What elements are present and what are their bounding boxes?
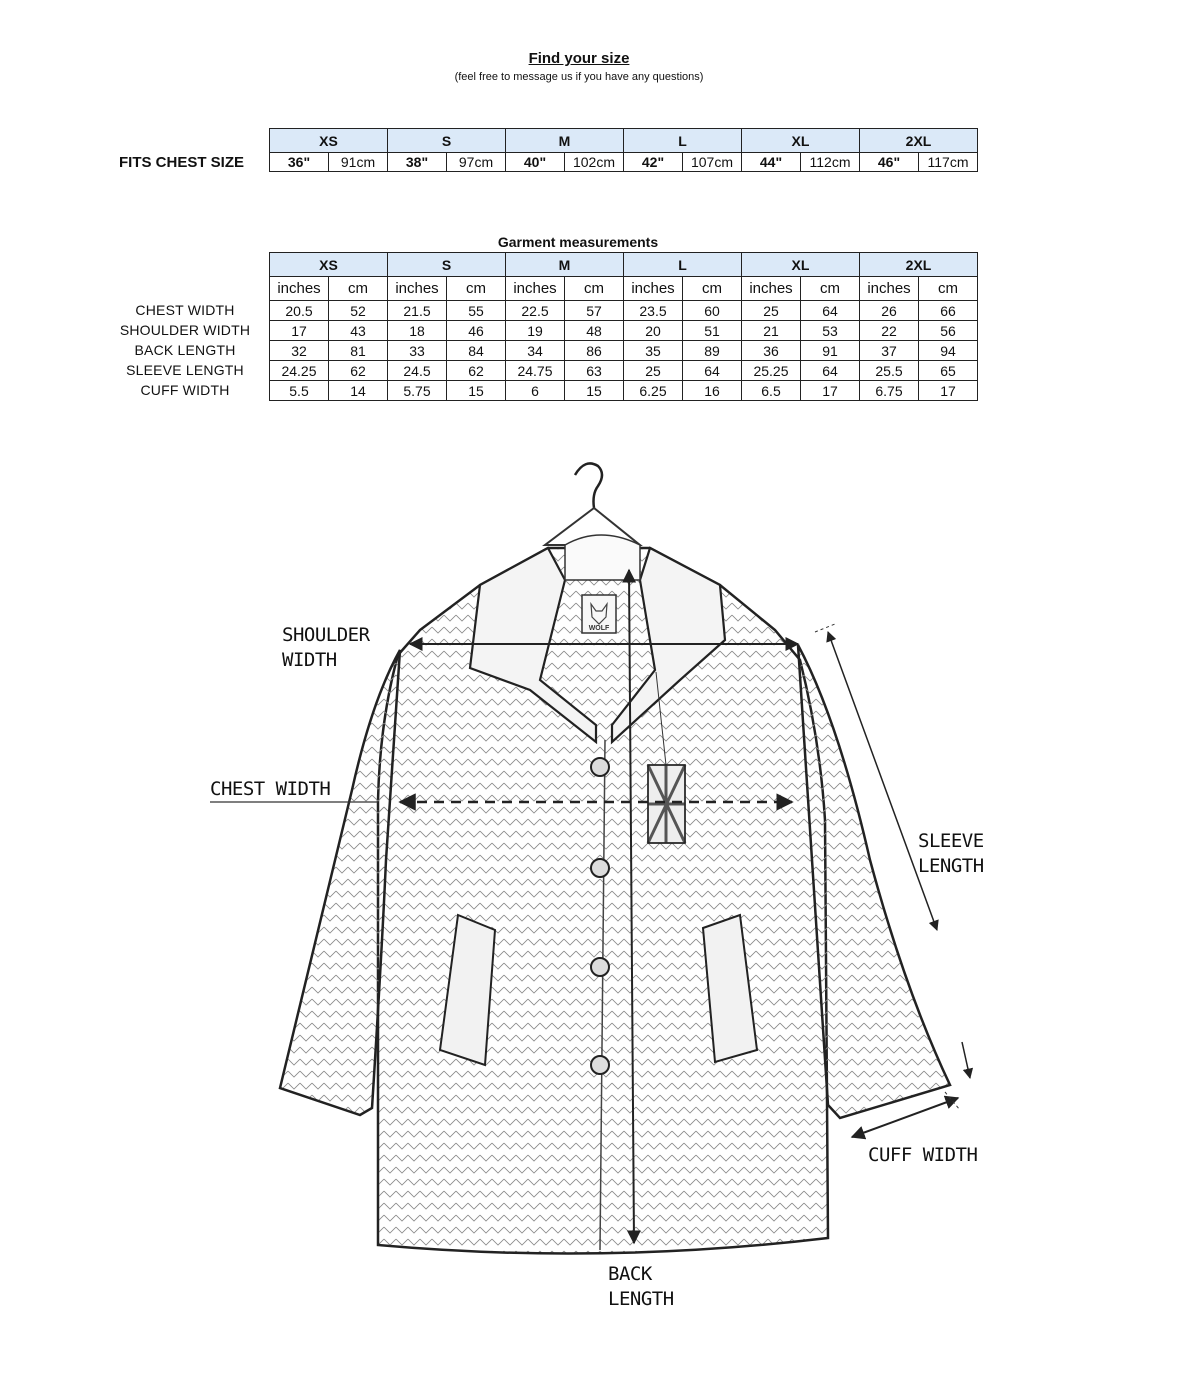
measurement-cell: 84 [447, 341, 506, 361]
size-header-2xl: 2XL [860, 253, 978, 277]
measurement-cell: 64 [801, 301, 860, 321]
measurement-cell: 20 [624, 321, 683, 341]
measurement-cell: 37 [860, 341, 919, 361]
measurement-cell: 15 [447, 381, 506, 401]
unit-inches: inches [270, 277, 329, 301]
measurement-cell: 55 [447, 301, 506, 321]
row-label-shoulder-width: SHOULDER WIDTH [119, 322, 251, 338]
measurement-cell: 81 [329, 341, 388, 361]
measurement-cell: 62 [329, 361, 388, 381]
unit-cm: cm [329, 277, 388, 301]
measurement-cell: 22 [860, 321, 919, 341]
measurement-cell: 56 [919, 321, 978, 341]
garment-measurements-table [269, 252, 978, 401]
measurement-cell: 89 [683, 341, 742, 361]
measurement-cell: 63 [565, 361, 624, 381]
measurement-row-chest-width [270, 301, 978, 321]
measurement-cell: 6.25 [624, 381, 683, 401]
measurement-cell: 52 [329, 301, 388, 321]
row-label-cuff-width: CUFF WIDTH [140, 382, 230, 398]
measurement-row-sleeve-length [270, 361, 978, 381]
measurement-cell: 24.25 [270, 361, 329, 381]
measurement-cell: 24.75 [506, 361, 565, 381]
measurement-cell: 48 [565, 321, 624, 341]
measurement-cell: 34 [506, 341, 565, 361]
chest-inches-cell: 36" [270, 153, 329, 172]
measurement-cell: 43 [329, 321, 388, 341]
measurement-row-cuff-width [270, 381, 978, 401]
chest-inches-cell: 44" [742, 153, 801, 172]
measurement-cell: 19 [506, 321, 565, 341]
measurement-cell: 57 [565, 301, 624, 321]
row-label-chest-width: CHEST WIDTH [135, 302, 235, 318]
unit-inches: inches [506, 277, 565, 301]
measurement-cell: 18 [388, 321, 447, 341]
measurement-cell: 32 [270, 341, 329, 361]
measurement-cell: 25 [742, 301, 801, 321]
button-icon [591, 758, 609, 776]
measurement-cell: 14 [329, 381, 388, 401]
size-header-2xl: 2XL [860, 129, 978, 153]
measurement-cell: 20.5 [270, 301, 329, 321]
measurement-cell: 23.5 [624, 301, 683, 321]
coat-diagram [0, 440, 1196, 1395]
measurement-cell: 15 [565, 381, 624, 401]
size-header-m: M [506, 253, 624, 277]
size-header-s: S [388, 129, 506, 153]
measurement-cell: 22.5 [506, 301, 565, 321]
page-title: Find your size [528, 50, 630, 67]
measurement-cell: 16 [683, 381, 742, 401]
measurement-cell: 64 [683, 361, 742, 381]
size-header-m: M [506, 129, 624, 153]
button-icon [591, 1056, 609, 1074]
measurement-cell: 25.5 [860, 361, 919, 381]
measurement-cell: 25 [624, 361, 683, 381]
size-header-s: S [388, 253, 506, 277]
row-label-sleeve-length: SLEEVE LENGTH [126, 362, 244, 378]
garment-measurements-title: Garment measurements [497, 234, 659, 250]
size-header-l: L [624, 129, 742, 153]
measurement-cell: 86 [565, 341, 624, 361]
measurement-cell: 6.5 [742, 381, 801, 401]
measurement-cell: 6 [506, 381, 565, 401]
size-header-xs: XS [270, 129, 388, 153]
unit-inches: inches [742, 277, 801, 301]
measurement-cell: 66 [919, 301, 978, 321]
chest-inches-cell: 38" [388, 153, 447, 172]
shoulder-width-label: SHOULDER WIDTH [282, 624, 370, 671]
measurement-cell: 62 [447, 361, 506, 381]
measurement-cell: 64 [801, 361, 860, 381]
measurement-cell: 46 [447, 321, 506, 341]
button-icon [591, 958, 609, 976]
chest-inches-cell: 40" [506, 153, 565, 172]
measurement-row-shoulder-width [270, 321, 978, 341]
chest-cm-cell: 97cm [447, 153, 506, 172]
measurement-cell: 24.5 [388, 361, 447, 381]
unit-cm: cm [565, 277, 624, 301]
unit-inches: inches [388, 277, 447, 301]
measurement-cell: 5.75 [388, 381, 447, 401]
measurement-row-back-length [270, 341, 978, 361]
chest-cm-cell: 117cm [919, 153, 978, 172]
measurement-cell: 60 [683, 301, 742, 321]
measurement-cell: 17 [801, 381, 860, 401]
measurement-cell: 26 [860, 301, 919, 321]
measurement-cell: 17 [919, 381, 978, 401]
chest-inches-cell: 42" [624, 153, 683, 172]
chest-cm-cell: 91cm [329, 153, 388, 172]
page-subtitle: (feel free to message us if you have any questions) [454, 71, 704, 83]
unit-cm: cm [919, 277, 978, 301]
size-header-l: L [624, 253, 742, 277]
measurement-cell: 53 [801, 321, 860, 341]
fits-chest-table [269, 128, 978, 172]
measurement-cell: 25.25 [742, 361, 801, 381]
back-length-label: BACK LENGTH [608, 1263, 674, 1310]
unit-row [270, 277, 978, 301]
measurement-cell: 94 [919, 341, 978, 361]
button-icon [591, 859, 609, 877]
size-header-row [270, 129, 978, 153]
size-header-xl: XL [742, 253, 860, 277]
size-header-row [270, 253, 978, 277]
unit-inches: inches [860, 277, 919, 301]
measurement-cell: 17 [270, 321, 329, 341]
measurement-cell: 36 [742, 341, 801, 361]
fits-chest-label: FITS CHEST SIZE [119, 154, 245, 171]
row-label-back-length: BACK LENGTH [134, 342, 236, 358]
unit-inches: inches [624, 277, 683, 301]
measurement-cell: 21 [742, 321, 801, 341]
chest-size-row [270, 153, 978, 172]
chest-cm-cell: 102cm [565, 153, 624, 172]
cuff-width-label: CUFF WIDTH [868, 1144, 978, 1166]
hanger-icon [545, 463, 640, 545]
size-header-xs: XS [270, 253, 388, 277]
measurement-cell: 91 [801, 341, 860, 361]
brand-label-text: WOLF [588, 625, 610, 632]
measurement-cell: 33 [388, 341, 447, 361]
size-header-xl: XL [742, 129, 860, 153]
measurement-cell: 51 [683, 321, 742, 341]
measurement-cell: 6.75 [860, 381, 919, 401]
unit-cm: cm [801, 277, 860, 301]
measurement-cell: 65 [919, 361, 978, 381]
unit-cm: cm [447, 277, 506, 301]
chest-cm-cell: 112cm [801, 153, 860, 172]
measurement-cell: 35 [624, 341, 683, 361]
sleeve-length-label: SLEEVE LENGTH [918, 830, 984, 877]
chest-cm-cell: 107cm [683, 153, 742, 172]
chest-width-label: CHEST WIDTH [210, 778, 331, 800]
unit-cm: cm [683, 277, 742, 301]
measurement-cell: 5.5 [270, 381, 329, 401]
chest-inches-cell: 46" [860, 153, 919, 172]
measurement-cell: 21.5 [388, 301, 447, 321]
